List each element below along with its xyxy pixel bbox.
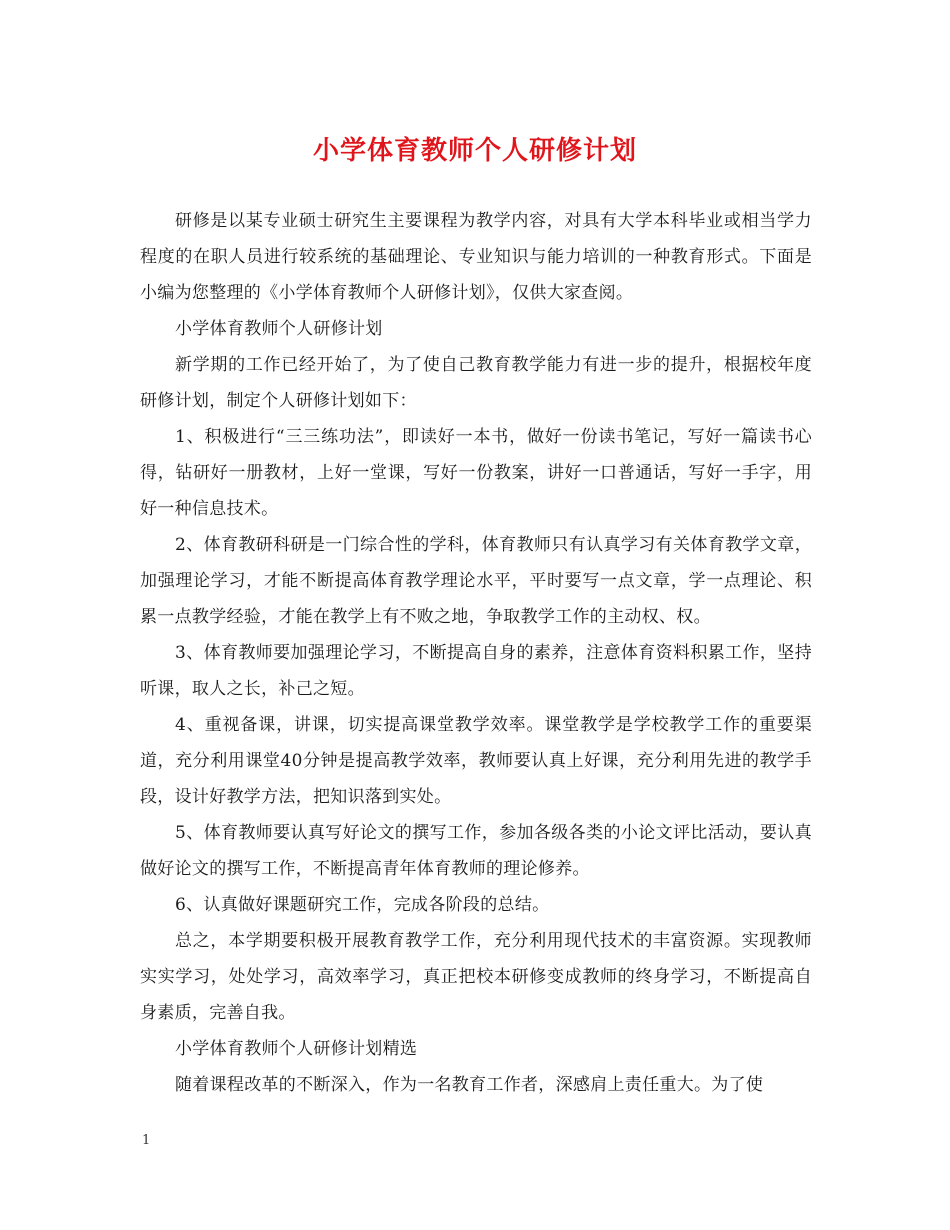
paragraph-intro: 研修是以某专业硕士研究生主要课程为教学内容，对具有大学本科毕业或相当学力程度的在职人员进行较系统的基础理论、专业知识与能力培训的一种教育形式。下面是小编为您整理的《小学体育教师个人研修计划》，仅供大家查阅。 <box>140 211 812 303</box>
document-title: 小学体育教师个人研修计划 <box>312 136 637 166</box>
page-number: 1 <box>142 1133 151 1148</box>
paragraph-item-1: 1、积极进行“三三练功法”，即读好一本书，做好一份读书笔记，写好一篇读书心得，钻研好一册教材，上好一堂课，写好一份教案，讲好一口普通话，写好一手字，用好一种信息技术。 <box>140 427 812 519</box>
paragraph-item-2: 2、体育教研科研是一门综合性的学科，体育教师只有认真学习有关体育教学文章，加强理论学习，才能不断提高体育教学理论水平，平时要写一点文章，学一点理论、积累一点教学经验，才能在教学上有不败之地，争取教学工作的主动权、权。 <box>140 535 812 627</box>
paragraph-item-4: 4、重视备课，讲课，切实提高课堂教学效率。课堂教学是学校教学工作的重要渠道，充分利用课堂40分钟是提高教学效率，教师要认真上好课，充分利用先进的教学手段，设计好教学方法，把知识落到实处。 <box>140 715 812 807</box>
paragraph-item-3: 3、体育教师要加强理论学习，不断提高自身的素养，注意体育资料积累工作，坚持听课，取人之长，补己之短。 <box>140 643 812 699</box>
paragraph-summary: 总之，本学期要积极开展教育教学工作，充分利用现代技术的丰富资源。实现教师实实学习，处处学习，高效率学习，真正把校本研修变成教师的终身学习，不断提高自身素质，完善自我。 <box>140 931 812 1023</box>
section-heading-plan: 小学体育教师个人研修计划 <box>175 319 383 339</box>
paragraph-item-6: 6、认真做好课题研究工作，完成各阶段的总结。 <box>175 895 550 915</box>
paragraph-item-5: 5、体育教师要认真写好论文的撰写工作，参加各级各类的小论文评比活动，要认真做好论文的撰写工作，不断提高青年体育教师的理论修养。 <box>140 823 812 879</box>
paragraph-selected-intro: 随着课程改革的不断深入，作为一名教育工作者，深感肩上责任重大。为了使 <box>175 1075 764 1095</box>
paragraph-overview: 新学期的工作已经开始了，为了使自己教育教学能力有进一步的提升，根据校年度研修计划，制定个人研修计划如下： <box>140 355 812 411</box>
section-heading-selected: 小学体育教师个人研修计划精选 <box>175 1039 418 1059</box>
document-body <box>140 203 812 1103</box>
